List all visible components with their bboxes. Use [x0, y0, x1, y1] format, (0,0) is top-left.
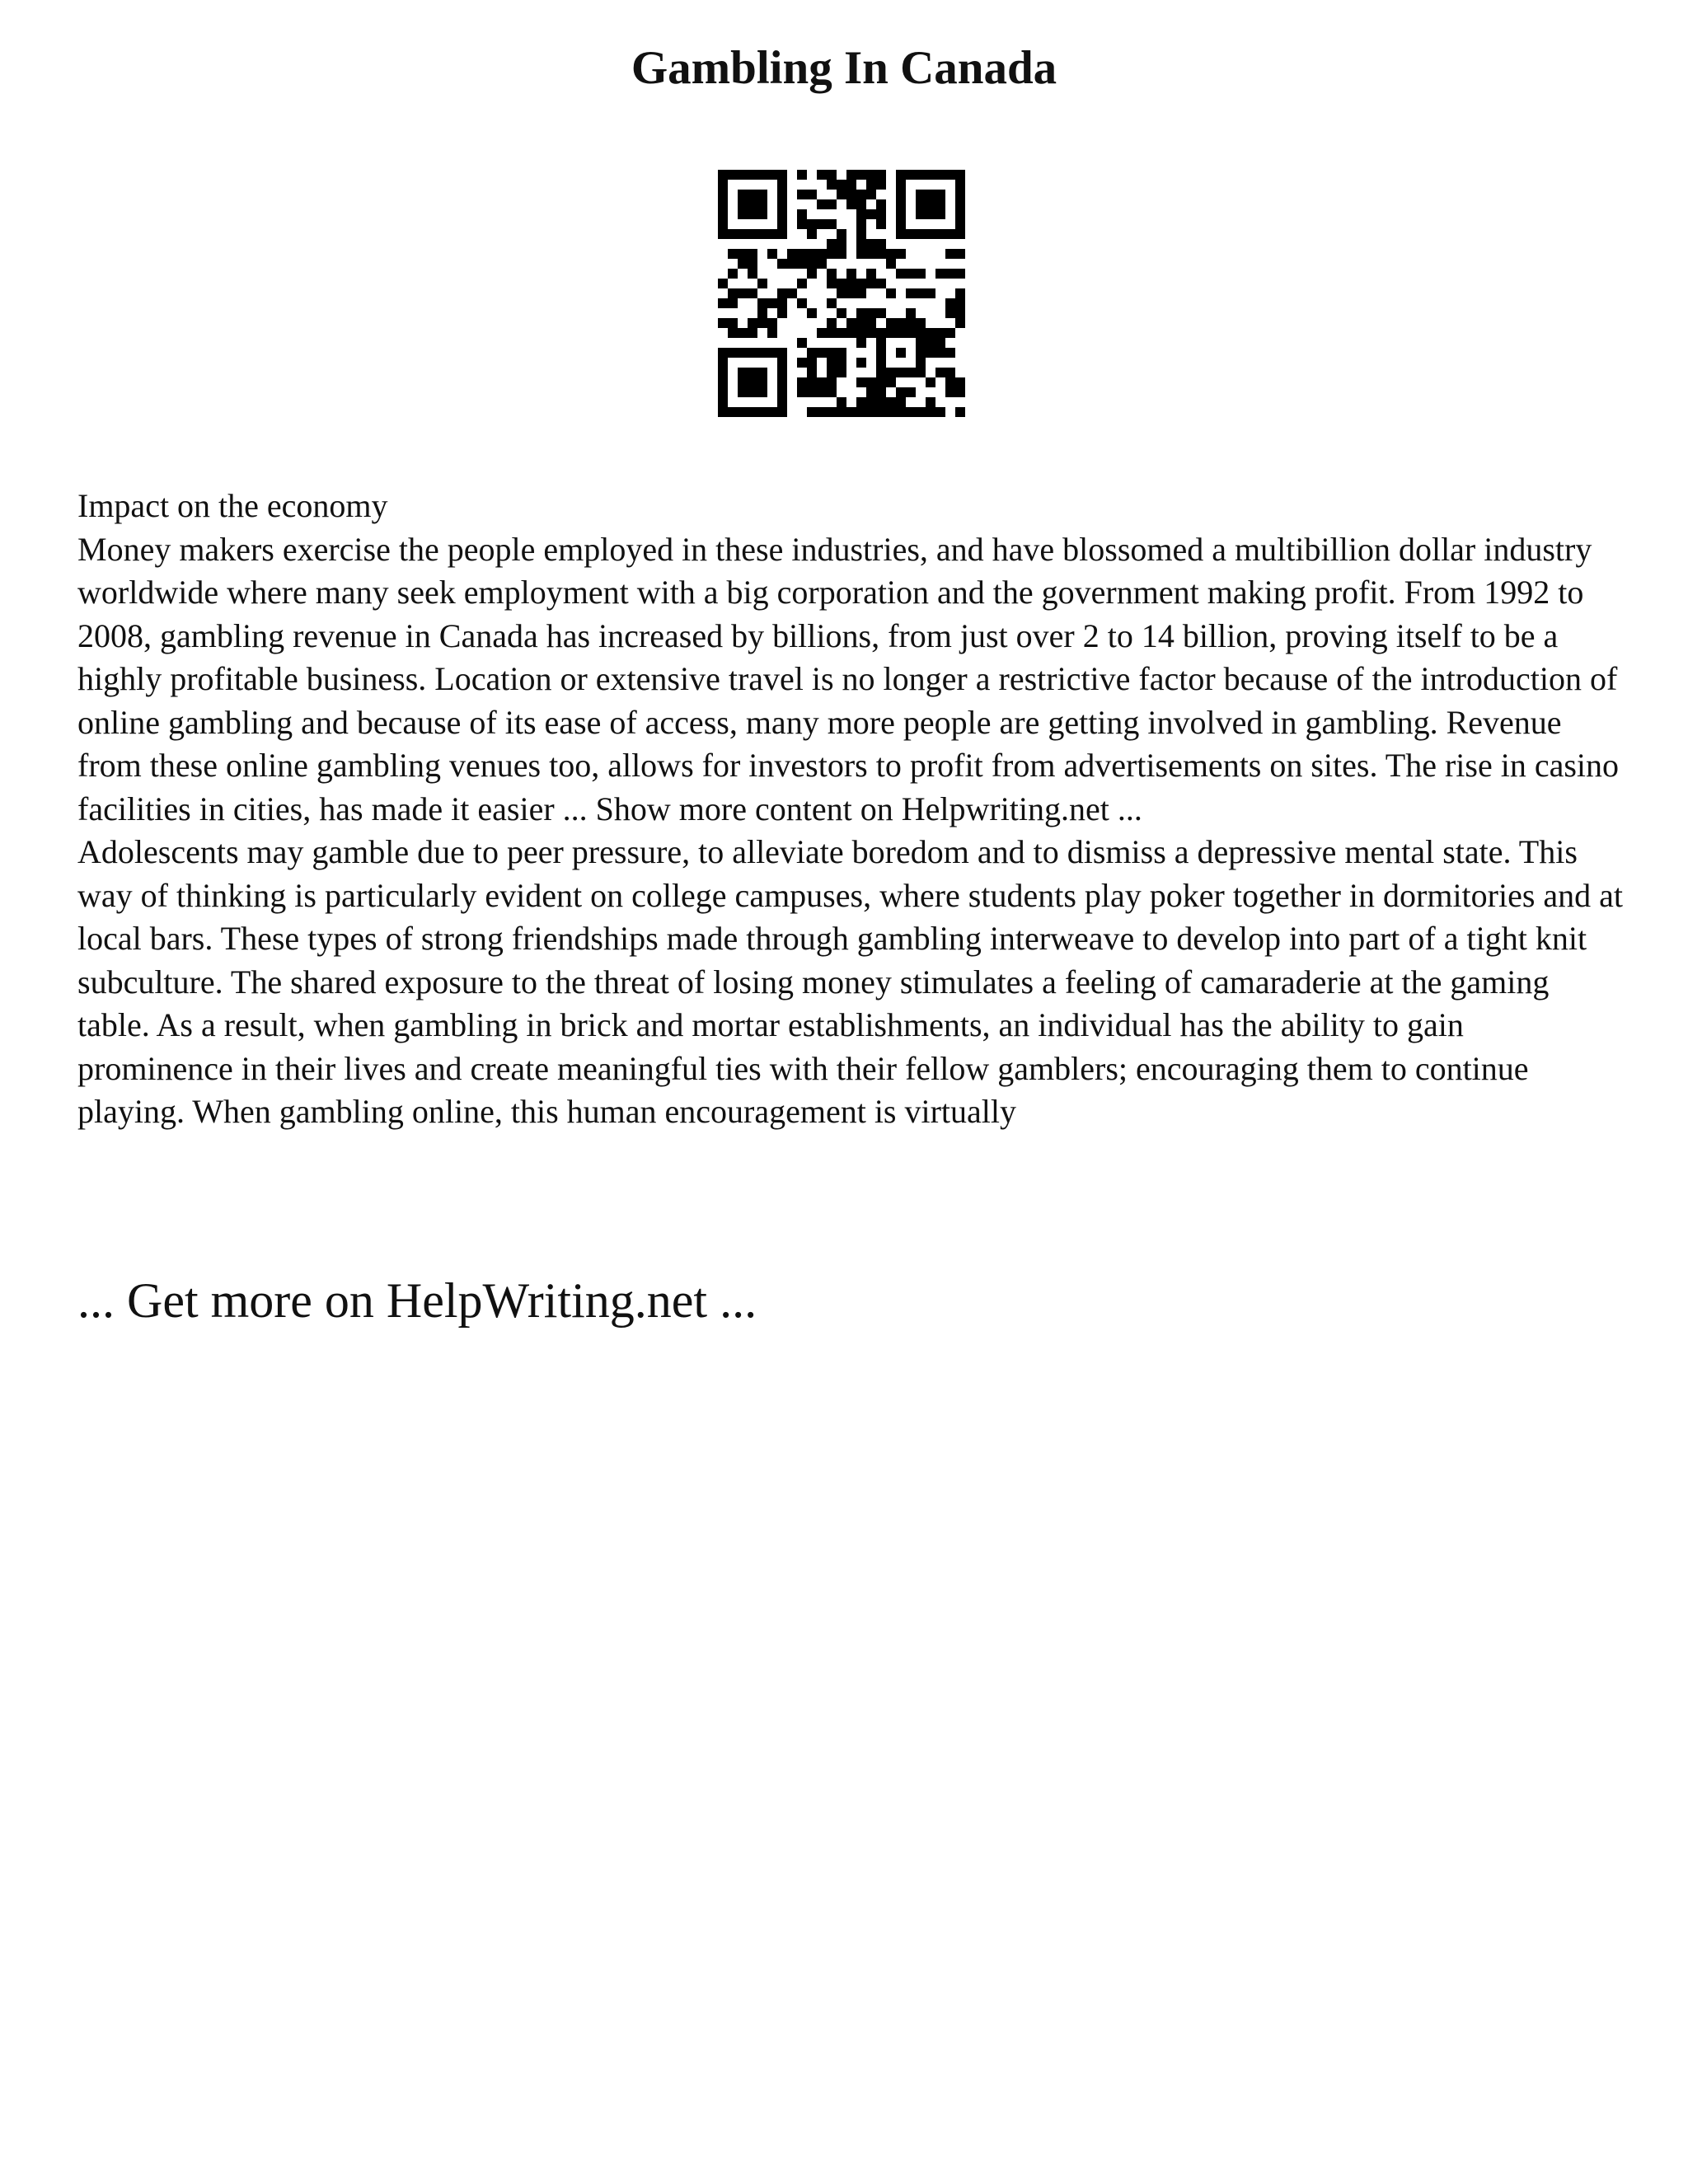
paragraph-economy: Money makers exercise the people employed in these industries, and have blossomed a multibillion dollar industry worldwide where many seek employment with a big corporation and the government making profit. From 1992 to 2008, gambling revenue in Canada has increased by billions, from just over 2 to 14 billion, proving itself to be a highly profitable business. Location or extensive travel is no longer a restrictive factor because of the introduction of online gambling and because of its ease of access, many more people are getting involved in gambling. Revenue from these online gambling venues too, allows for investors to profit from advertisements on sites. The rise in casino facilities in cities, has made it easier ... Show more content on Helpwriting.net ...: [77, 530, 1619, 827]
section-heading: Impact on the economy: [77, 487, 388, 524]
page-title: Gambling In Canada: [631, 42, 1057, 94]
get-more-link[interactable]: ... Get more on HelpWriting.net ...: [77, 1273, 757, 1328]
qr-code-graphic: [718, 170, 965, 417]
document-body: [77, 485, 1627, 1134]
qr-code-icon[interactable]: [718, 170, 965, 417]
paragraph-adolescents: Adolescents may gamble due to peer pressure, to alleviate boredom and to dismiss a depressive mental state. This way of thinking is particularly evident on college campuses, where students play poker together in dormitories and at local bars. These types of strong friendships made through gambling interweave to develop into part of a tight knit subculture. The shared exposure to the threat of losing money stimulates a feeling of camaraderie at the gaming table. As a result, when gambling in brick and mortar establishments, an individual has the ability to gain prominence in their lives and create meaningful ties with their fellow gamblers; encouraging them to continue playing. When gambling online, this human encouragement is virtually: [77, 833, 1624, 1130]
